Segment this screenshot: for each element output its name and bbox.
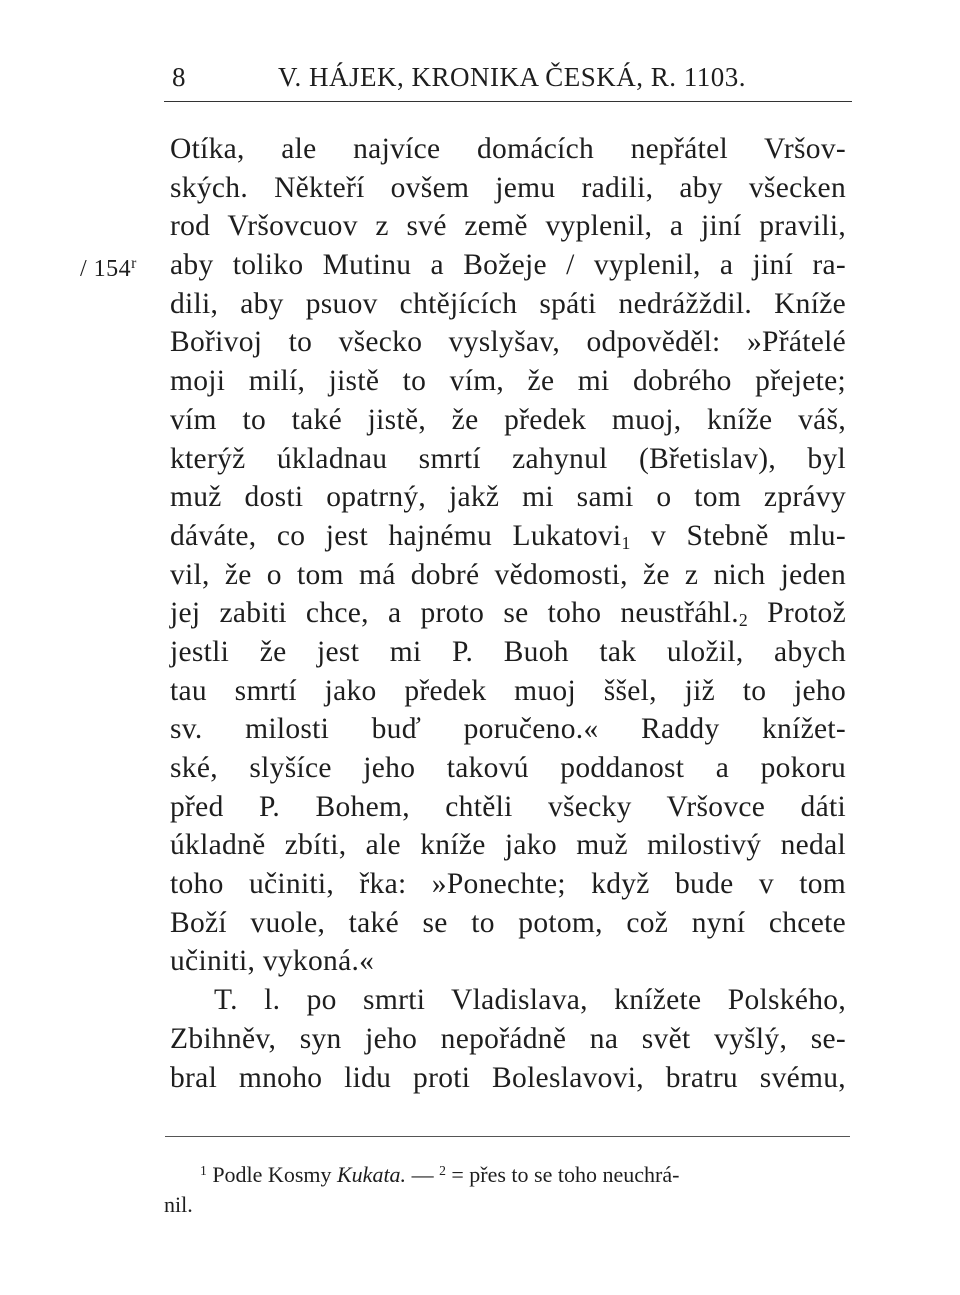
page-header (170, 58, 850, 98)
text-line: Bořivoj to všecko vyslyšav, odpověděl: »Přátelé (170, 326, 846, 359)
footnote-mark-2: 2 (439, 1163, 446, 1178)
running-title: V. HÁJEK, KRONIKA ČESKÁ, R. 1103. (278, 62, 747, 92)
text-line: aby toliko Mutinu a Božeje / vyplenil, a jiní ra- (170, 249, 846, 282)
footnote-line (170, 1160, 846, 1190)
body-text (170, 130, 846, 1097)
text-line: moji milí, jistě to vím, že mi dobrého přejete; (170, 365, 846, 398)
text-line: Boží vuole, také se to potom, což nyní chcete (170, 906, 846, 939)
text-line: učiniti, vykoná.« (170, 945, 375, 978)
footnotes (164, 1160, 846, 1220)
footnote-ref-2: 2 (738, 610, 749, 631)
text-line: Otíka, ale najvíce domácích nepřátel Vršov- (170, 133, 846, 165)
text-line: před P. Bohem, chtěli všecky Vršovce dáti (170, 790, 846, 823)
text-line: Zbihněv, syn jeho nepořádně na svět vyšlý, se- (170, 1022, 846, 1055)
margin-folio-text: / 154 (80, 256, 132, 282)
text-line: bral mnoho lidu proti Boleslavovi, bratru svému, (170, 1061, 846, 1094)
text-line: vil, že o tom má dobré vědomosti, že z nich jeden (170, 558, 846, 591)
text-line: tau smrtí jako předek muoj ššel, již to jeho (170, 674, 846, 707)
footnote-text: Podle Kosmy (206, 1162, 337, 1187)
text-line: úkladně zbíti, ale kníže jako muž milostivý nedal (170, 829, 846, 862)
text-line: toho učiniti, řka: »Ponechte; když bude v tom (170, 868, 846, 901)
page-number: 8 (172, 62, 186, 92)
text-line: kterýž úkladnau smrtí zahynul (Břetislav), byl (170, 442, 846, 475)
footnote-ref-1: 1 (621, 532, 631, 553)
text-line: jestli že jest mi P. Buoh tak uložil, abych (170, 635, 846, 668)
text-line: rod Vršovcuov z své země vyplenil, a jiní pravili, (170, 210, 846, 243)
margin-folio-note (80, 256, 137, 283)
text-line: ských. Někteří ovšem jemu radili, aby všecken (170, 171, 846, 204)
footnote-text: = přes to se toho neuchrá- (445, 1162, 680, 1187)
text-line: muž dosti opatrný, jakž mi sami o tom zprávy (170, 481, 846, 514)
footnote-mark-1: 1 (200, 1163, 207, 1178)
text-segment: jej zabiti chce, a proto se toho neustřáhl. (170, 597, 739, 630)
footnote-rule (165, 1136, 850, 1137)
text-line: sv. milosti buď poručeno.« Raddy knížet- (170, 713, 846, 746)
margin-folio-sup: r (131, 255, 137, 272)
text-segment: Protož (748, 597, 846, 630)
text-line: T. l. po smrti Vladislava, knížete Polského, (214, 984, 846, 1017)
text-line (170, 517, 846, 556)
footnote-line: nil. (164, 1192, 193, 1217)
footnote-italic: Kukata. (337, 1162, 407, 1187)
text-line (170, 594, 846, 633)
text-line: ské, slyšíce jeho takovú poddanost a pokoru (170, 752, 846, 784)
header-rule (164, 101, 852, 102)
text-line: dili, aby psuov chtějících spáti nedrážždil. Kníže (170, 287, 846, 320)
text-line: vím to také jistě, že předek muoj, kníže váš, (170, 403, 846, 436)
text-segment: dáváte, co jest hajnému Lukatovi (170, 519, 622, 552)
footnote-dash: — (406, 1162, 440, 1187)
text-segment: v Stebně mlu- (630, 519, 846, 552)
